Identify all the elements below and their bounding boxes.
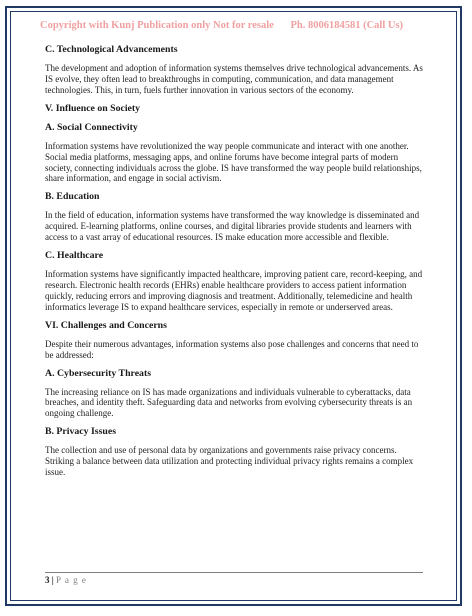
paragraph-education: In the field of education, information systems have transformed the way knowledge is disseminated and acquired. E-learning platforms, online courses, and digital libraries provide students and learners with access to a vast array of educational resources. IS make education more accessible and flexible. [45,210,420,243]
section-heading-challenges: VI. Challenges and Concerns [45,319,167,331]
section-heading-tech: C. Technological Advancements [45,44,178,55]
section-heading-cybersecurity: A. Cybersecurity Threats [45,367,152,379]
page-number: 3 [45,575,50,585]
section-heading-social: A. Social Connectivity [45,121,138,133]
paragraph-social: Information systems have revolutionized the way people communicate and interact with one another. Social media platforms, messaging apps, and online forums have become integral parts of modern society, connecting individuals across the globe. IS have transformed the way people build relationships, share information, and engage in social activism. [45,140,422,184]
footer-divider [45,572,423,573]
page-header [40,20,440,31]
paragraph-tech: The development and adoption of information systems themselves drive technological advancements. As IS evolve, they often lead to breakthroughs in computing, communication, and data management technologies. This, in turn, fuels further innovation in various sectors of the economy. [45,63,423,95]
page-footer [45,575,87,585]
section-heading-society: V. Influence on Society [45,102,141,114]
section-heading-education: B. Education [45,191,100,203]
section-heading-privacy: B. Privacy Issues [45,426,117,438]
section-heading-healthcare: C. Healthcare [45,250,104,262]
footer-separator: | [49,575,56,585]
paragraph-cybersecurity: The increasing reliance on IS has made organizations and individuals vulnerable to cyberattacks, data breaches, and identity theft. Safeguarding data and networks from evolving cybersecurity threats is an ongoing challenge. [45,386,413,419]
page-label: P a g e [55,575,87,585]
phone-number: Ph. 8006184581 (Call Us) [290,20,404,31]
paragraph-privacy: The collection and use of personal data by organizations and governments raise privacy concerns. Striking a balance between data utilization and protecting individual privacy rights remains a complex issue. [45,445,414,478]
document-body [45,44,423,485]
paragraph-healthcare: Information systems have significantly impacted healthcare, improving patient care, record-keeping, and research. Electronic health records (EHRs) enable healthcare providers to access patient information quickly, reducing errors and improving diagnosis and treatment. Additionally, telemedicine and health informatics leverage IS to expand healthcare services, especially in remote or underserved areas. [45,269,423,312]
copyright-notice: Copyright with Kunj Publication only Not for resale [40,20,274,31]
paragraph-challenges: Despite their numerous advantages, information systems also pose challenges and concerns that need to be addressed: [45,338,419,360]
